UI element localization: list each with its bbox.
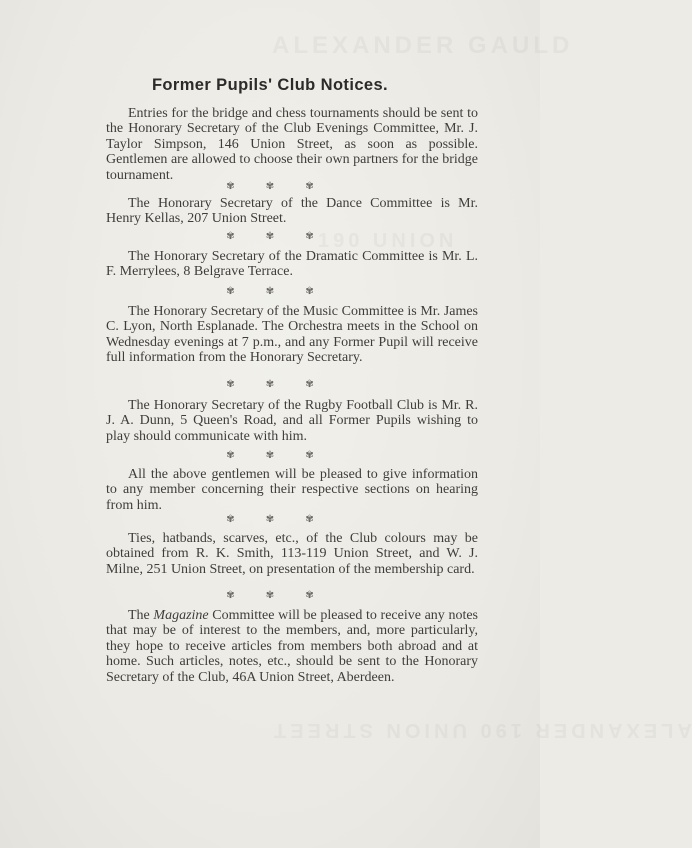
notice-club-evenings: Entries for the bridge and chess tournaments should be sent to the Honorary Secretary of the Club Evenings Committee, Mr. J. Taylor Simpson, 146 Union Street, as soon as possible. Gentlemen are allowed to choose their own partners for the bridge tournament. [106, 106, 478, 183]
ornament-divider: ✾ ✾ ✾ [226, 286, 328, 297]
notice-music-committee: The Honorary Secretary of the Music Committee is Mr. James C. Lyon, North Esplanade. The Orchestra meets in the School on Wednesday evenings at 7 p.m., and any Former Pupil will receive full information from the Honorary Secretary. [106, 304, 478, 366]
ornament-divider: ✾ ✾ ✾ [226, 450, 328, 461]
page-title: Former Pupils' Club Notices. [151, 76, 389, 94]
notice-general-information: All the above gentlemen will be pleased to give information to any member concerning their respective sections on hearing from him. [106, 467, 478, 513]
show-through-text: ALEXANDER GAULD [272, 32, 574, 59]
ornament-divider: ✾ ✾ ✾ [226, 231, 328, 242]
show-through-text: ALEXANDER 190 UNION STREET [270, 719, 692, 741]
ornament-divider: ✾ ✾ ✾ [226, 181, 328, 192]
notice-magazine-committee [106, 608, 478, 685]
notice-rugby-club: The Honorary Secretary of the Rugby Football Club is Mr. R. J. A. Dunn, 5 Queen's Road, and all Former Pupils wishing to play should communicate with him. [106, 398, 478, 444]
notice-dramatic-committee: The Honorary Secretary of the Dramatic Committee is Mr. L. F. Merrylees, 8 Belgrave Terrace. [106, 249, 478, 280]
ornament-divider: ✾ ✾ ✾ [226, 590, 328, 601]
notice-club-colours: Ties, hatbands, scarves, etc., of the Club colours may be obtained from R. K. Smith, 113-119 Union Street, and W. J. Milne, 251 Union Street, on presentation of the membership card. [106, 531, 478, 577]
ornament-divider: ✾ ✾ ✾ [226, 514, 328, 525]
show-through-text: 190 UNION [318, 230, 458, 252]
magazine-title-italic: Magazine [153, 608, 209, 623]
magazine-text-after: Committee will be pleased to receive any notes that may be of interest to the members, and, more particularly, they hope to receive articles from members both abroad and at home. Such articles, notes, etc., should be sent to the Honorary Secretary of the Club, 46A Union Street, Aberdeen. [106, 608, 478, 685]
notice-dance-committee: The Honorary Secretary of the Dance Committee is Mr. Henry Kellas, 207 Union Street. [106, 196, 478, 227]
ornament-divider: ✾ ✾ ✾ [226, 379, 328, 390]
magazine-text-before: The [128, 608, 154, 623]
